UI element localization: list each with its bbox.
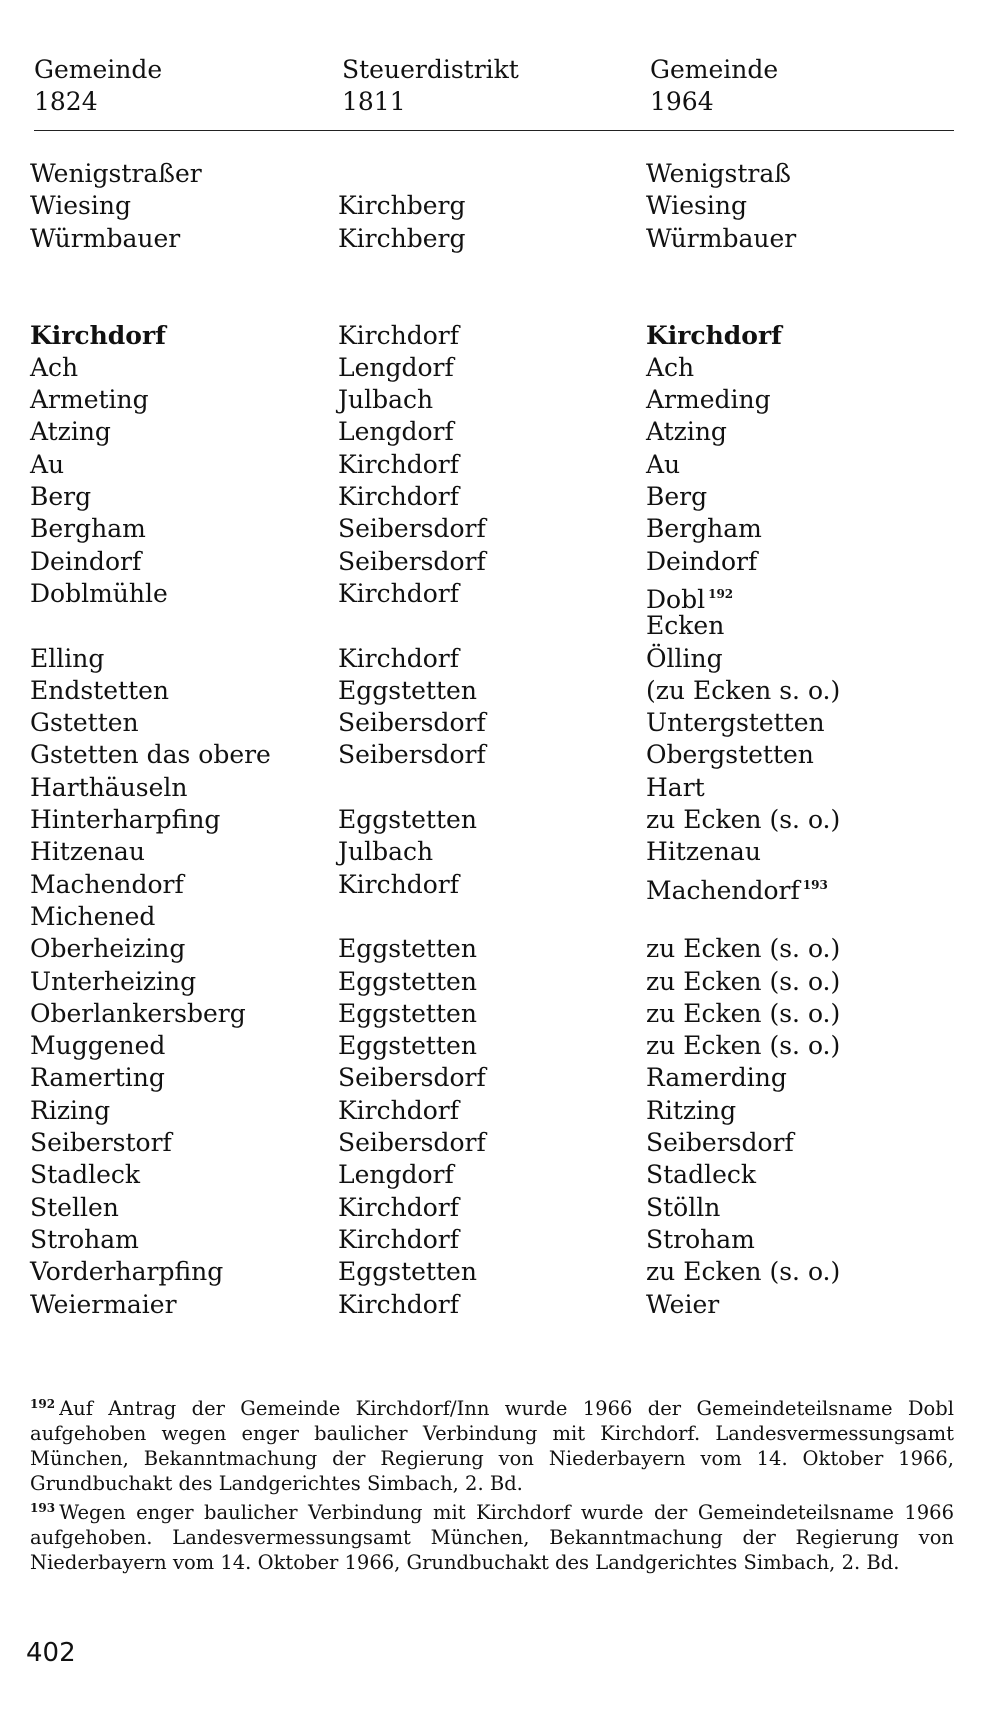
- cell-text: Seibersdorf: [338, 546, 486, 576]
- cell-text: Kirchdorf: [338, 1192, 459, 1222]
- table-row: [0, 804, 1000, 836]
- cell-text: Bergham: [646, 514, 762, 544]
- cell-text: Atzing: [646, 417, 727, 447]
- cell-text: Eggstetten: [338, 675, 477, 705]
- header-col-steuerdistrikt-1811: [342, 54, 519, 118]
- steuerdistrikt-1811-cell: [338, 481, 459, 513]
- table-row: [0, 320, 1000, 352]
- steuerdistrikt-1811-cell: [338, 675, 477, 707]
- steuerdistrikt-1811-cell: [338, 998, 477, 1030]
- gemeinde-1964-cell: [646, 675, 840, 707]
- cell-text: Oberlankersberg: [30, 998, 246, 1028]
- cell-text: Kirchdorf: [338, 643, 459, 673]
- cell-text: Muggened: [30, 1031, 166, 1061]
- gemeinde-1964-cell: [646, 1062, 787, 1094]
- cell-text: Deindorf: [646, 546, 758, 576]
- footnote-text: Wegen enger baulicher Verbindung mit Kirchdorf wurde der Gemeindeteilsname 1966 aufgehoben. Landesvermessungsamt München, Bekanntmachung der Regierung von Niederbayern vom 14. Oktober 1966, Grundbuchakt des Landgerichtes Simbach, 2. Bd.: [30, 1501, 954, 1574]
- table-row: [0, 1159, 1000, 1191]
- header-label: Steuerdistrikt: [342, 55, 519, 84]
- cell-text: zu Ecken (s. o.): [646, 966, 841, 996]
- cell-text: Kirchdorf: [338, 1224, 459, 1254]
- steuerdistrikt-1811-cell: [338, 449, 459, 481]
- table-row: [0, 707, 1000, 739]
- cell-text: zu Ecken (s. o.): [646, 934, 841, 964]
- cell-text: Eggstetten: [338, 1257, 477, 1287]
- gemeinde-1964-cell: [646, 384, 771, 416]
- cell-text: Armeding: [646, 385, 771, 415]
- gemeinde-1824-cell: [30, 836, 145, 868]
- gemeinde-1964-cell: [646, 772, 705, 804]
- cell-text: zu Ecken (s. o.): [646, 1257, 841, 1287]
- gemeinde-1824-cell: [30, 966, 196, 998]
- gemeinde-1824-cell: [30, 158, 202, 190]
- cell-text: Hart: [646, 772, 705, 802]
- cell-text: Ach: [646, 352, 695, 382]
- gemeinde-1964-cell: [646, 643, 723, 675]
- gemeinde-1964-cell: [646, 416, 727, 448]
- cell-text: Oberheizing: [30, 934, 186, 964]
- gemeinde-1824-cell: [30, 223, 180, 255]
- table-row: [0, 352, 1000, 384]
- header-year: 1824: [34, 87, 98, 116]
- table-row: [0, 1256, 1000, 1288]
- cell-text: Julbach: [338, 385, 434, 415]
- steuerdistrikt-1811-cell: [338, 1062, 486, 1094]
- cell-text: Machendorf: [646, 875, 800, 905]
- cell-text: Lengdorf: [338, 352, 454, 382]
- steuerdistrikt-1811-cell: [338, 739, 486, 771]
- gemeinde-1964-cell: [646, 1095, 736, 1127]
- footnote-192: [30, 1392, 954, 1496]
- steuerdistrikt-1811-cell: [338, 1192, 459, 1224]
- cell-text: Seibersdorf: [338, 514, 486, 544]
- cell-text: Berg: [30, 482, 92, 511]
- steuerdistrikt-1811-cell: [338, 707, 486, 739]
- steuerdistrikt-1811-cell: [338, 836, 433, 868]
- steuerdistrikt-1811-cell: [338, 1095, 459, 1127]
- table-row: [0, 449, 1000, 481]
- footnote-ref: 192: [708, 586, 734, 601]
- cell-text: Berg: [646, 482, 708, 511]
- gemeinde-1824-cell: [30, 190, 131, 222]
- footnote-ref: 193: [802, 877, 828, 892]
- steuerdistrikt-1811-cell: [338, 966, 477, 998]
- gemeinde-1824-cell: [30, 772, 188, 804]
- cell-text: Deindorf: [30, 546, 142, 576]
- table-row: [0, 578, 1000, 614]
- cell-text: Harthäuseln: [30, 772, 188, 802]
- cell-text: (zu Ecken s. o.): [646, 675, 841, 705]
- cell-text: Würmbauer: [646, 223, 797, 253]
- cell-text: Bergham: [30, 514, 146, 544]
- steuerdistrikt-1811-cell: [338, 320, 459, 352]
- gemeinde-1824-cell: [30, 578, 168, 610]
- gemeinde-1824-cell: [30, 352, 78, 384]
- steuerdistrikt-1811-cell: [338, 223, 465, 255]
- gemeinde-1964-cell: [646, 223, 796, 255]
- cell-text: Ramerting: [30, 1063, 165, 1093]
- footnote-number: 192: [30, 1397, 56, 1411]
- cell-text: Doblmühle: [30, 578, 168, 608]
- gemeinde-1964-cell: [646, 1289, 719, 1321]
- cell-text: Stellen: [30, 1192, 119, 1222]
- cell-text: Kirchdorf: [338, 482, 459, 511]
- gemeinde-1824-cell: [30, 481, 91, 513]
- table-row: [0, 190, 1000, 222]
- table-row: [0, 513, 1000, 545]
- steuerdistrikt-1811-cell: [338, 190, 465, 222]
- steuerdistrikt-1811-cell: [338, 869, 459, 901]
- cell-text: Kirchdorf: [30, 320, 166, 350]
- table-row: [0, 287, 1000, 319]
- gemeinde-1824-cell: [30, 1062, 165, 1094]
- gemeinde-1824-cell: [30, 449, 64, 481]
- gemeinde-1824-cell: [30, 675, 169, 707]
- cell-text: Stadleck: [646, 1160, 757, 1190]
- table-row: [0, 384, 1000, 416]
- gemeinde-1824-cell: [30, 901, 155, 933]
- footnote-193: [30, 1496, 954, 1575]
- steuerdistrikt-1811-cell: [338, 1224, 459, 1256]
- cell-text: Ecken: [646, 611, 725, 641]
- cell-text: Seibersdorf: [338, 1128, 486, 1157]
- cell-text: Stroham: [646, 1224, 755, 1254]
- steuerdistrikt-1811-cell: [338, 513, 486, 545]
- steuerdistrikt-1811-cell: [338, 1256, 477, 1288]
- cell-text: Eggstetten: [338, 966, 477, 996]
- cell-text: Lengdorf: [338, 417, 454, 447]
- table-row: [0, 901, 1000, 933]
- cell-text: Hitzenau: [30, 837, 145, 867]
- cell-text: Würmbauer: [30, 223, 181, 253]
- gemeinde-1824-cell: [30, 998, 246, 1030]
- cell-text: Wenigstraßer: [30, 159, 202, 188]
- table-row: [0, 1030, 1000, 1062]
- table-row: [0, 223, 1000, 255]
- cell-text: Wiesing: [646, 191, 747, 221]
- table-row: [0, 255, 1000, 287]
- gemeinde-1964-cell: [646, 481, 707, 513]
- cell-text: Kirchdorf: [338, 1095, 459, 1125]
- cell-text: Stroham: [30, 1224, 139, 1254]
- gemeinde-1964-cell: [646, 610, 724, 642]
- table-row: [0, 1062, 1000, 1094]
- gemeinde-1824-cell: [30, 933, 185, 965]
- gemeinde-1824-cell: [30, 707, 139, 739]
- cell-text: Endstetten: [30, 675, 170, 705]
- cell-text: Armeting: [30, 385, 149, 415]
- table-row: [0, 416, 1000, 448]
- gemeinde-1964-cell: [646, 966, 840, 998]
- cell-text: Seibersdorf: [338, 740, 486, 770]
- gemeinde-1824-cell: [30, 416, 111, 448]
- cell-text: Obergstetten: [646, 740, 814, 770]
- gemeinde-1824-cell: [30, 1127, 172, 1159]
- gemeinde-1964-cell: [646, 804, 840, 836]
- gemeinde-1964-cell: [646, 1256, 840, 1288]
- cell-text: Gstetten das obere: [30, 740, 271, 770]
- cell-text: Ramerding: [646, 1063, 787, 1093]
- gemeinde-1824-cell: [30, 1289, 177, 1321]
- steuerdistrikt-1811-cell: [338, 1159, 454, 1191]
- cell-text: zu Ecken (s. o.): [646, 1031, 841, 1061]
- steuerdistrikt-1811-cell: [338, 804, 477, 836]
- steuerdistrikt-1811-cell: [338, 1127, 486, 1159]
- table-row: [0, 739, 1000, 771]
- cell-text: Ölling: [646, 643, 723, 673]
- gemeinde-1824-cell: [30, 320, 166, 352]
- table-row: [0, 1224, 1000, 1256]
- steuerdistrikt-1811-cell: [338, 933, 477, 965]
- steuerdistrikt-1811-cell: [338, 384, 433, 416]
- cell-text: zu Ecken (s. o.): [646, 805, 841, 834]
- table-row: [0, 546, 1000, 578]
- header-label: Gemeinde: [650, 55, 779, 84]
- cell-text: Eggstetten: [338, 934, 477, 964]
- gemeinde-1824-cell: [30, 869, 184, 901]
- header-year: 1964: [650, 87, 714, 116]
- gemeinde-1824-cell: [30, 1159, 140, 1191]
- header-col-gemeinde-1964: [650, 54, 778, 118]
- cell-text: Kirchdorf: [646, 320, 782, 350]
- gemeinde-1964-cell: [646, 190, 747, 222]
- table-row: [0, 772, 1000, 804]
- cell-text: Wiesing: [30, 191, 131, 221]
- cell-text: Hitzenau: [646, 837, 761, 867]
- steuerdistrikt-1811-cell: [338, 578, 459, 610]
- gemeinde-1964-cell: [646, 352, 694, 384]
- cell-text: Hinterharpfing: [30, 805, 221, 834]
- gemeinde-1964-cell: [646, 320, 782, 352]
- cell-text: Seibersdorf: [646, 1128, 794, 1157]
- cell-text: Seibersdorf: [338, 708, 486, 738]
- table-row: [0, 1289, 1000, 1321]
- cell-text: Michened: [30, 901, 156, 931]
- cell-text: Machendorf: [30, 869, 184, 899]
- header-label: Gemeinde: [34, 55, 163, 84]
- table-row: [0, 869, 1000, 905]
- gemeinde-1964-cell: [646, 1159, 756, 1191]
- cell-text: Unterheizing: [30, 966, 197, 996]
- cell-text: Dobl: [646, 584, 706, 614]
- gemeinde-1964-cell: [646, 546, 757, 578]
- cell-text: Atzing: [30, 417, 111, 447]
- footnote-text: Auf Antrag der Gemeinde Kirchdorf/Inn wurde 1966 der Gemeindeteilsname Dobl aufgehoben wegen enger baulicher Verbindung mit Kirchdorf. Landesvermessungsamt München, Bekanntmachung der Regierung von Niederbayern vom 14. Oktober 1966, Grundbuchakt des Landgerichtes Simbach, 2. Bd.: [30, 1397, 954, 1495]
- gemeinde-1824-cell: [30, 513, 146, 545]
- cell-text: Weier: [646, 1289, 720, 1319]
- cell-text: Eggstetten: [338, 998, 477, 1028]
- steuerdistrikt-1811-cell: [338, 416, 454, 448]
- header-divider: [34, 130, 954, 131]
- cell-text: zu Ecken (s. o.): [646, 998, 841, 1028]
- table-row: [0, 1095, 1000, 1127]
- steuerdistrikt-1811-cell: [338, 352, 454, 384]
- cell-text: Seibersdorf: [338, 1063, 486, 1093]
- cell-text: Kirchdorf: [338, 1289, 459, 1319]
- steuerdistrikt-1811-cell: [338, 546, 486, 578]
- cell-text: Stadleck: [30, 1160, 141, 1190]
- gemeinde-1964-cell: [646, 707, 825, 739]
- header-col-gemeinde-1824: [34, 54, 162, 118]
- cell-text: Kirchdorf: [338, 869, 459, 899]
- cell-text: Ach: [30, 352, 79, 382]
- cell-text: Seiberstorf: [30, 1128, 172, 1157]
- gemeinde-1824-cell: [30, 384, 149, 416]
- cell-text: Wenigstraß: [646, 159, 791, 188]
- gemeinde-1824-cell: [30, 739, 271, 771]
- table-row: [0, 481, 1000, 513]
- gemeinde-1824-cell: [30, 1095, 110, 1127]
- gemeinde-1964-cell: [646, 933, 840, 965]
- table-row: [0, 158, 1000, 190]
- table-row: [0, 1192, 1000, 1224]
- gemeinde-1964-cell: [646, 1192, 720, 1224]
- cell-text: Weiermaier: [30, 1289, 177, 1319]
- gemeinde-1824-cell: [30, 546, 141, 578]
- table-row: [0, 836, 1000, 868]
- gemeinde-1964-cell: [646, 1030, 840, 1062]
- cell-text: Eggstetten: [338, 805, 477, 834]
- cell-text: Kirchdorf: [338, 320, 459, 350]
- table-row: [0, 966, 1000, 998]
- cell-text: Ritzing: [646, 1095, 737, 1125]
- footnote-number: 193: [30, 1501, 56, 1515]
- cell-text: Eggstetten: [338, 1031, 477, 1061]
- cell-text: Kirchdorf: [338, 449, 459, 479]
- cell-text: Untergstetten: [646, 708, 825, 738]
- header-year: 1811: [342, 87, 406, 116]
- cell-text: Stölln: [646, 1192, 721, 1222]
- gemeinde-1964-cell: [646, 158, 791, 190]
- cell-text: Gstetten: [30, 708, 139, 738]
- gemeinde-1964-cell: [646, 1224, 755, 1256]
- page-number: 402: [26, 1638, 76, 1668]
- cell-text: Kirchberg: [338, 191, 466, 221]
- gemeinde-1824-cell: [30, 1224, 139, 1256]
- gemeinde-1824-cell: [30, 643, 104, 675]
- steuerdistrikt-1811-cell: [338, 643, 459, 675]
- table-row: [0, 610, 1000, 642]
- table-row: [0, 643, 1000, 675]
- cell-text: Vorderharpfing: [30, 1257, 224, 1287]
- steuerdistrikt-1811-cell: [338, 1289, 459, 1321]
- cell-text: Kirchdorf: [338, 578, 459, 608]
- gemeinde-1964-cell: [646, 513, 762, 545]
- gemeinde-1824-cell: [30, 804, 220, 836]
- cell-text: Julbach: [338, 837, 434, 867]
- table-row: [0, 933, 1000, 965]
- gemeinde-1824-cell: [30, 1256, 223, 1288]
- cell-text: Au: [30, 449, 65, 479]
- cell-text: Lengdorf: [338, 1160, 454, 1190]
- gemeinde-1964-cell: [646, 449, 680, 481]
- cell-text: Elling: [30, 643, 105, 673]
- gemeinde-1964-cell: [646, 836, 761, 868]
- gemeinde-1964-cell: [646, 739, 814, 771]
- cell-text: Rizing: [30, 1095, 111, 1125]
- table-row: [0, 1127, 1000, 1159]
- gemeinde-1964-cell: [646, 1127, 794, 1159]
- cell-text: Au: [646, 449, 681, 479]
- gemeinde-1964-cell: [646, 998, 840, 1030]
- cell-text: Kirchberg: [338, 223, 466, 253]
- table-row: [0, 998, 1000, 1030]
- table-row: [0, 675, 1000, 707]
- gemeinde-1824-cell: [30, 1192, 119, 1224]
- table-header: [34, 54, 954, 124]
- steuerdistrikt-1811-cell: [338, 1030, 477, 1062]
- gemeinde-1824-cell: [30, 1030, 165, 1062]
- footnotes: [30, 1392, 954, 1575]
